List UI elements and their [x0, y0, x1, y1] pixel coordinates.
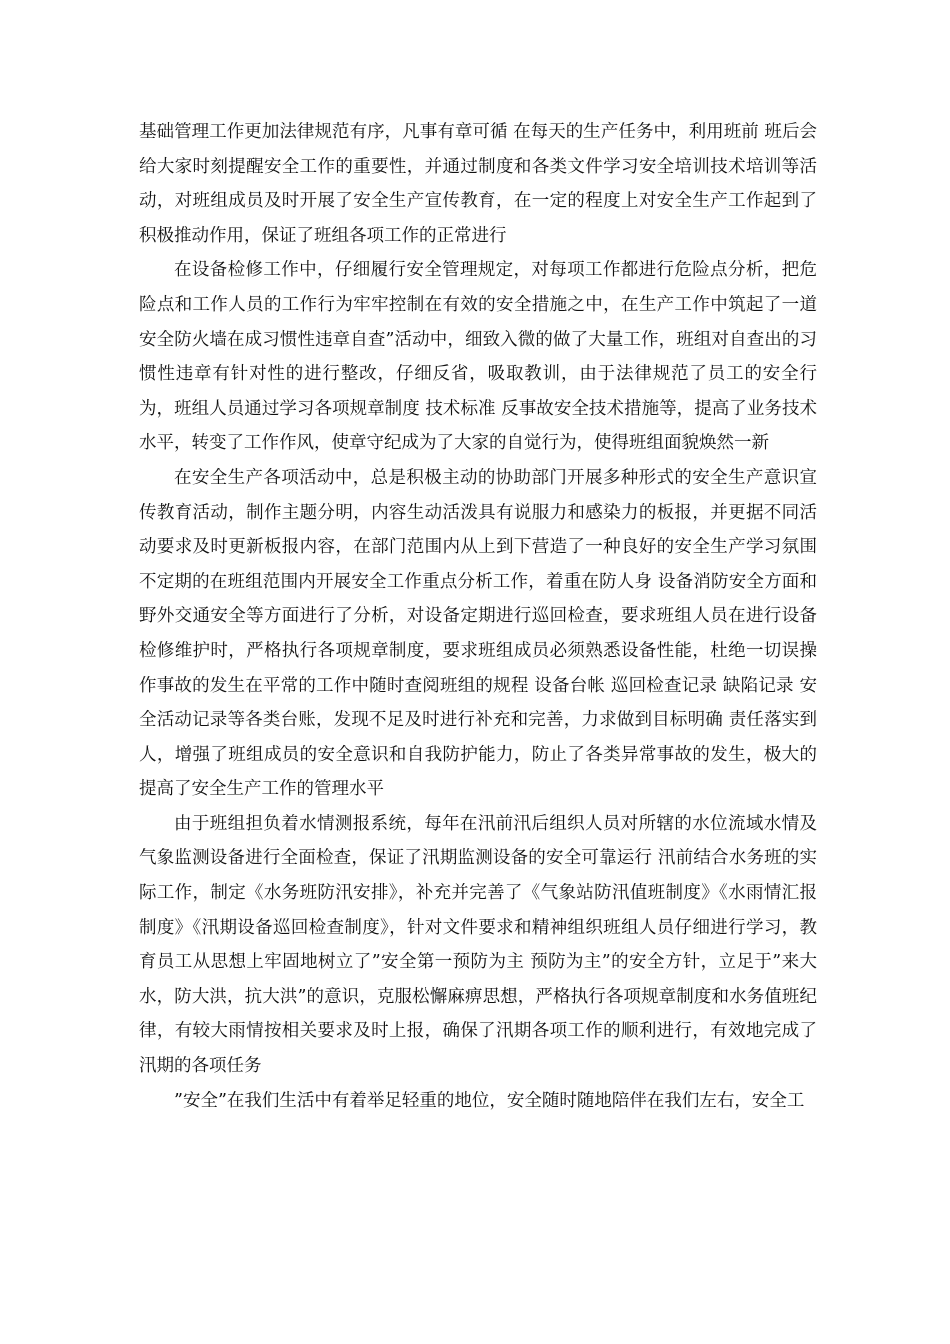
paragraph-2: 在设备检修工作中，仔细履行安全管理规定，对每项工作都进行危险点分析，把危险点和工作人员的工作行为牢牢控制在有效的安全措施之中，在生产工作中筑起了一道安全防火墙在成习惯性违章自查”活动中，细致入微的做了大量工作，班组对自查出的习惯性违章有针对性的进行整改，仔细反省，吸取教训，由于法律规范了员工的安全行为，班组人员通过学习各项规章制度 技术标准 反事故安全技术措施等，提高了业务技术水平，转变了工作作风，使章守纪成为了大家的自觉行为，使得班组面貌焕然一新: [139, 260, 817, 454]
paragraph-4: 由于班组担负着水情测报系统，每年在汛前汛后组织人员对所辖的水位流域水情及气象监测设备进行全面检查，保证了汛期监测设备的安全可靠运行 汛前结合水务班的实际工作，制定《水务班防汛安排》，补充并完善了《气象站防汛值班制度》《水雨情汇报制度》《汛期设备巡回检查制度》，针对文件要求和精神组织班组人员仔细进行学习，教育员工从思想上牢固地树立了”安全第一预防为主 预防为主”的安全方针，立足于”来大水，防大洪，抗大洪”的意识，克服松懈麻痹思想，严格执行各项规章制度和水务值班纪律，有较大雨情按相关要求及时上报，确保了汛期各项工作的顺利进行，有效地完成了汛期的各项任务: [139, 813, 817, 1077]
document-body: [139, 115, 817, 1118]
paragraph-5: ”安全”在我们生活中有着举足轻重的地位，安全随时随地陪伴在我们左右，安全工: [174, 1090, 805, 1111]
paragraph-3: 在安全生产各项活动中，总是积极主动的协助部门开展多种形式的安全生产意识宣传教育活动，制作主题分明，内容生动活泼具有说服力和感染力的板报，并更据不同活动要求及时更新板报内容，在部门范围内从上到下营造了一种良好的安全生产学习氛围不定期的在班组范围内开展安全工作重点分析工作，着重在防人身 设备消防安全方面和野外交通安全等方面进行了分析，对设备定期进行巡回检查，要求班组人员在进行设备检修维护时，严格执行各项规章制度，要求班组成员必须熟悉设备性能，杜绝一切误操作事故的发生在平常的工作中随时查阅班组的规程 设备台帐 巡回检查记录 缺陷记录 安全活动记录等各类台账，发现不足及时进行补充和完善，力求做到目标明确 责任落实到人，增强了班组成员的安全意识和自我防护能力，防止了各类异常事故的发生，极大的提高了安全生产工作的管理水平: [139, 467, 817, 800]
paragraph-1: 基础管理工作更加法律规范有序，凡事有章可循 在每天的生产任务中，利用班前 班后会给大家时刻提醒安全工作的重要性，并通过制度和各类文件学习安全培训技术培训等活动，对班组成员及时开展了安全生产宣传教育，在一定的程度上对安全生产工作起到了积极推动作用，保证了班组各项工作的正常进行: [139, 122, 817, 246]
